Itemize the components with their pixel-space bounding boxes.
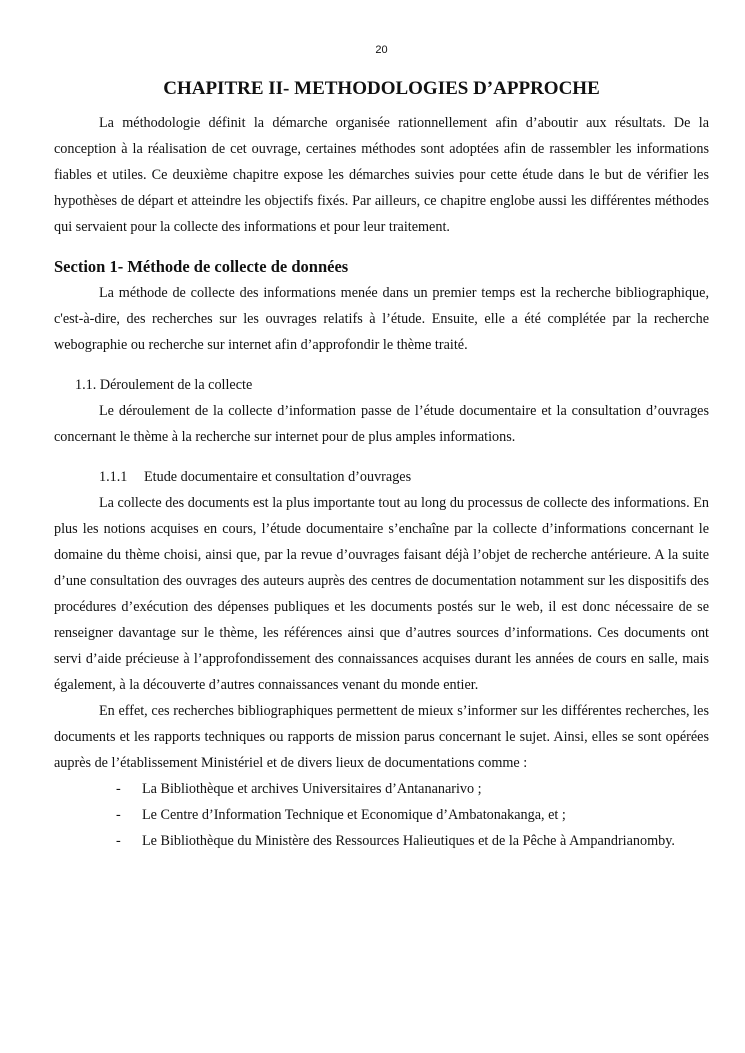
library-list	[54, 776, 709, 854]
list-item	[54, 802, 709, 828]
list-item-text: Le Bibliothèque du Ministère des Ressources Halieutiques et de la Pêche à Ampandrianomby.	[142, 833, 675, 849]
list-item	[54, 828, 709, 854]
list-item-text: La Bibliothèque et archives Universitaires d’Antananarivo ;	[142, 781, 482, 797]
chapter-title: CHAPITRE II- METHODOLOGIES D’APPROCHE	[163, 78, 600, 99]
section-title: Section 1- Méthode de collecte de données	[54, 257, 349, 276]
subsubsection-paragraph-1: La collecte des documents est la plus importante tout au long du processus de collecte des informations. En plus les notions acquises en cours, l’étude documentaire s’enchaîne par la collecte d’informations concernant le domaine du thème choisi, ainsi que, par la revue d’ouvrages faisant déjà l’objet de recherche antérieure. A la suite d’une consultation des ouvrages des auteurs auprès des centres de documentation notamment sur les dispositifs des procédures d’exécution des dépenses publiques et les documents postés sur le web, il est donc nécessaire de se renseigner davantage sur le thème, les références ainsi que d’autres sources d’informations. Ces documents ont servi d’aide précieuse à l’approfondissement des connaissances acquises durant les années de cours en salle, mais également, à la découverte d’autres connaissances venant du monde entier.	[54, 495, 709, 693]
bullet-marker: -	[116, 807, 121, 823]
subsection-title: 1.1. Déroulement de la collecte	[75, 377, 253, 393]
section-paragraph: La méthode de collecte des informations menée dans un premier temps est la recherche bibliographique, c'est-à-dire, des recherches sur les ouvrages relatifs à l’étude. Ensuite, elle a été complétée par la recherche webographie ou recherche sur internet afin d’approfondir le thème traité.	[54, 285, 709, 353]
subsubsection-title: Etude documentaire et consultation d’ouvrages	[144, 469, 412, 485]
list-item-text: Le Centre d’Information Technique et Economique d’Ambatonakanga, et ;	[142, 807, 566, 823]
subsection-paragraph: Le déroulement de la collecte d’information passe de l’étude documentaire et la consultation d’ouvrages concernant le thème à la recherche sur internet pour de plus amples informations.	[54, 403, 709, 445]
subsubsection-paragraph-2: En effet, ces recherches bibliographiques permettent de mieux s’informer sur les différentes recherches, les documents et les rapports techniques ou rapports de mission parus concernant le sujet. Ainsi, elles se sont opérées auprès de l’établissement Ministériel et de divers lieux de documentations comme :	[54, 703, 709, 771]
bullet-marker: -	[116, 833, 121, 849]
subsubsection-number: 1.1.1	[99, 469, 128, 485]
bullet-marker: -	[116, 781, 121, 797]
list-item	[54, 776, 709, 802]
page-number: 20	[375, 44, 388, 56]
intro-paragraph: La méthodologie définit la démarche organisée rationnellement afin d’aboutir aux résultats. De la conception à la réalisation de cet ouvrage, certaines méthodes sont adoptées afin de rassembler les informations fiables et utiles. Ce deuxième chapitre expose les démarches suivies pour cette étude dans le but de vérifier les hypothèses de départ et atteindre les objectifs fixés. Par ailleurs, ce chapitre englobe aussi les différentes méthodes qui servaient pour la collecte des informations et pour leur traitement.	[54, 115, 709, 235]
subsubsection-heading	[99, 464, 709, 490]
document-body	[54, 110, 709, 854]
